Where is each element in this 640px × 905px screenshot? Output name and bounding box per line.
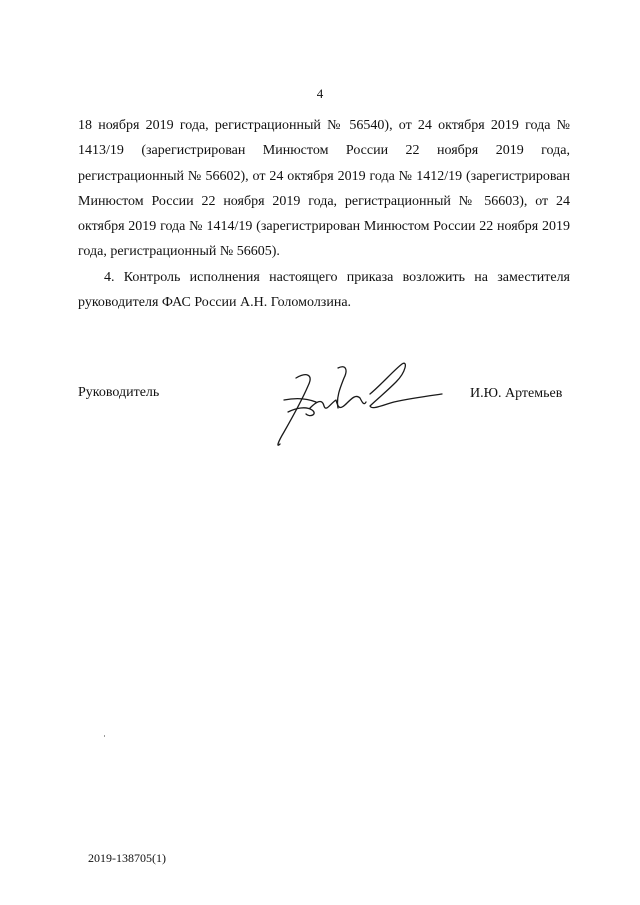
scan-speck — [104, 735, 105, 737]
signatory-name: И.Ю. Артемьев — [470, 386, 563, 401]
document-body — [78, 113, 570, 315]
document-id: 2019-138705(1) — [88, 851, 166, 865]
paragraph-item-4: 4. Контроль исполнения настоящего приказа возложить на заместителя руководителя ФАС России А.Н. Голомолзина. — [78, 269, 570, 311]
paragraph-continuation: 18 ноября 2019 года, регистрационный № 56540), от 24 октября 2019 года № 1413/19 (зарегистрирован Минюстом России 22 ноября 2019 года, регистрационный № 56602), от 24 октября 2019 года № 1412/19 (зарегистрирован Минюстом России 22 ноября 2019 года, регистрационный № 56603), от 24 октября 2019 года № 1414/19 (зарегистрирован Минюстом России 22 ноября 2019 года, регистрационный № 56605). — [78, 118, 570, 260]
signatory-position: Руководитель — [78, 385, 160, 400]
page-number: 4 — [316, 86, 324, 101]
handwritten-signature — [266, 358, 446, 454]
